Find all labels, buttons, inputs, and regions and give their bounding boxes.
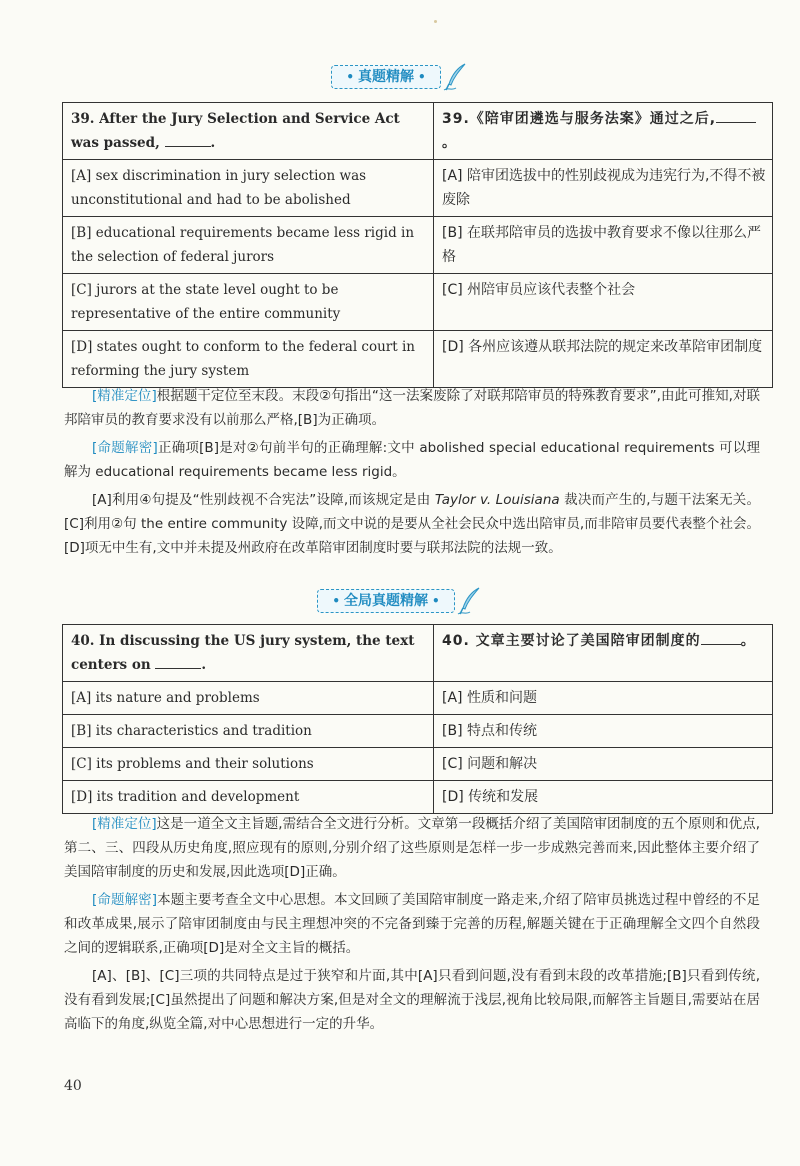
option-zh: [D] 传统和发展	[434, 781, 773, 814]
answer-blank	[155, 654, 201, 669]
option-row	[63, 781, 773, 814]
answer-blank	[716, 108, 756, 123]
option-zh: [A] 陪审团选拔中的性别歧视成为违宪行为,不得不被废除	[434, 160, 773, 217]
analysis-paragraph: [命题解密]本题主要考查全文中心思想。本文回顾了美国陪审制度一路走来,介绍了陪审员挑选过程中曾经的不足和改革成果,展示了陪审团制度由与民主理想冲突的不完备到臻于完善的历程,解题关键在于正确理解全文四个自然段之间的逻辑联系,正确项[D]是对全文主旨的概括。	[64, 892, 760, 956]
analysis-paragraph: [命题解密]正确项[B]是对②句前半句的正确理解:文中 abolished special educational requirements 可以理解为 educational requirements became less rigid。	[64, 440, 760, 480]
option-en: [C] jurors at the state level ought to be representative of the entire community	[63, 274, 434, 331]
page-number: 40	[64, 1078, 82, 1094]
section-title-text: 真题精解	[358, 69, 414, 85]
option-en: [A] sex discrimination in jury selection was unconstitutional and had to be abolished	[63, 160, 434, 217]
analysis-tag: [命题解密]	[92, 440, 158, 456]
question-39-table	[62, 102, 773, 388]
quill-pen-icon	[443, 62, 469, 92]
case-name: Taylor v. Louisiana	[434, 492, 560, 508]
answer-blank	[165, 132, 211, 147]
option-en: [D] states ought to conform to the federal court in reforming the jury system	[63, 331, 434, 388]
option-row	[63, 331, 773, 388]
analysis-39	[64, 384, 760, 560]
section-title-1	[0, 62, 800, 92]
option-en: [C] its problems and their solutions	[63, 748, 434, 781]
quill-pen-icon	[457, 586, 483, 616]
analysis-paragraph: [A]、[B]、[C]三项的共同特点是过于狭窄和片面,其中[A]只看到问题,没有看到末段的改革措施;[B]只看到传统,没有看到发展;[C]虽然提出了问题和解决方案,但是对全文的理解流于浅层,视角比较局限,而解答主旨题目,需要站在居高临下的角度,纵览全篇,对中心思想进行一定的升华。	[64, 968, 760, 1032]
option-row	[63, 274, 773, 331]
section-title-text: 全局真题精解	[344, 593, 428, 609]
analysis-paragraph: [A]利用④句提及“性别歧视不合宪法”设障,而该规定是由 Taylor v. Louisiana 裁决而产生的,与题干法案无关。[C]利用②句 the entire community 设障,而文中说的是要从全社会民众中选出陪审员,而非陪审员要代表整个社会。[D]项无中生有,文中并未提及州政府在改革陪审团制度时要与联邦法院的法规一致。	[64, 492, 760, 556]
question-stem-row	[63, 103, 773, 160]
option-zh: [B] 在联邦陪审员的选拔中教育要求不像以往那么严格	[434, 217, 773, 274]
option-zh: [D] 各州应该遵从联邦法院的规定来改革陪审团制度	[434, 331, 773, 388]
section-badge: • 全局真题精解 •	[317, 589, 454, 613]
option-en: [B] its characteristics and tradition	[63, 715, 434, 748]
option-row	[63, 748, 773, 781]
option-zh: [A] 性质和问题	[434, 682, 773, 715]
analysis-paragraph: [精准定位]这是一道全文主旨题,需结合全文进行分析。文章第一段概括介绍了美国陪审团制度的五个原则和优点,第二、三、四段从历史角度,照应现有的原则,分别介绍了这些原则是怎样一步一步成熟完善而来,因此整体主要介绍了美国陪审制度的历史和发展,因此选项[D]正确。	[64, 816, 760, 880]
option-row	[63, 715, 773, 748]
analysis-tag: [命题解密]	[92, 892, 158, 908]
section-title-2	[0, 586, 800, 616]
option-zh: [C] 州陪审员应该代表整个社会	[434, 274, 773, 331]
question-stem-zh: 39.《陪审团遴选与服务法案》通过之后,。	[434, 103, 773, 160]
analysis-tag: [精准定位]	[92, 816, 157, 832]
question-stem-row	[63, 625, 773, 682]
option-zh: [C] 问题和解决	[434, 748, 773, 781]
option-row	[63, 217, 773, 274]
question-stem-zh: 40. 文章主要讨论了美国陪审团制度的 。	[434, 625, 773, 682]
option-zh: [B] 特点和传统	[434, 715, 773, 748]
option-en: [B] educational requirements became less rigid in the selection of federal jurors	[63, 217, 434, 274]
analysis-40	[64, 812, 760, 1036]
analysis-tag: [精准定位]	[92, 388, 157, 404]
section-badge: • 真题精解 •	[331, 65, 440, 89]
option-en: [D] its tradition and development	[63, 781, 434, 814]
question-stem-en: 40. In discussing the US jury system, the text centers on .	[63, 625, 434, 682]
option-row	[63, 682, 773, 715]
option-row	[63, 160, 773, 217]
option-en: [A] its nature and problems	[63, 682, 434, 715]
analysis-paragraph: [精准定位]根据题干定位至末段。末段②句指出“这一法案废除了对联邦陪审员的特殊教育要求”,由此可推知,对联邦陪审员的教育要求没有以前那么严格,[B]为正确项。	[64, 388, 760, 428]
question-stem-en: 39. After the Jury Selection and Service Act was passed, .	[63, 103, 434, 160]
paper-speck	[434, 20, 437, 23]
question-40-table	[62, 624, 773, 814]
answer-blank	[701, 630, 741, 645]
